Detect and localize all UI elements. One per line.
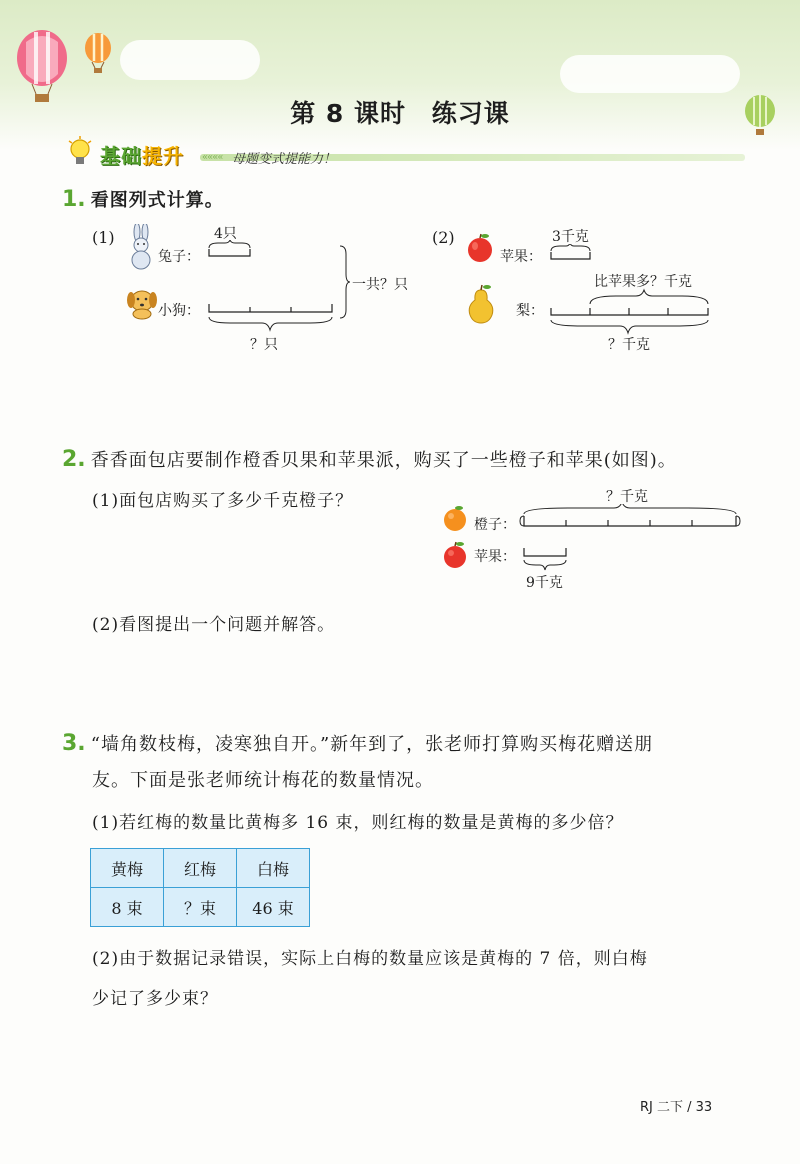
q2-sub1: (1)面包店购买了多少千克橙子？ <box>92 491 354 511</box>
q2-bar-diagram <box>518 504 744 574</box>
q1-part2-bar-diagram <box>546 244 716 340</box>
table-cell: 46 束 <box>237 888 310 927</box>
table-row <box>91 888 310 927</box>
table-header-cell: 白梅 <box>237 849 310 888</box>
light-bulb-icon <box>66 136 96 168</box>
apple-amount: 9千克 <box>526 575 563 591</box>
apple-label: 苹果： <box>474 549 516 565</box>
rabbit-icon <box>126 224 158 270</box>
pear-amount: ？千克 <box>608 337 650 353</box>
q1-part1-bar-diagram <box>200 240 350 340</box>
chevron-decoration: «««« <box>202 152 223 163</box>
q1-part1-label: (1) <box>92 228 115 247</box>
table-header-row <box>91 849 310 888</box>
q1-part2-label: (2) <box>432 228 455 247</box>
question-1 <box>62 186 224 212</box>
page-title <box>0 94 800 130</box>
apple-label: 苹果： <box>500 249 542 265</box>
q3-sub2-continued: 少记了多少束？ <box>92 989 218 1009</box>
question-text: 看图列式计算。 <box>90 190 224 211</box>
question-number: 1. <box>62 187 86 212</box>
table-cell: ？束 <box>164 888 237 927</box>
rabbit-amount: 4只 <box>214 226 237 242</box>
section-badge-part2: 提升 <box>142 144 184 168</box>
plum-table <box>90 848 310 927</box>
lesson-name: 练习课 <box>431 99 510 128</box>
question-text: “墙角数枝梅，凌寒独自开。”新年到了，张老师打算购买梅花赠送朋 <box>90 734 654 755</box>
q3-sub1: (1)若红梅的数量比黄梅多 16 束，则红梅的数量是黄梅的多少倍？ <box>92 813 624 833</box>
section-subtitle: 母题变式提能力！ <box>232 152 337 167</box>
table-cell: 8 束 <box>91 888 164 927</box>
rabbit-label: 兔子： <box>158 249 200 265</box>
q3-sub2: (2)由于数据记录错误，实际上白梅的数量应该是黄梅的 7 倍，则白梅 <box>92 949 648 969</box>
orange-icon <box>440 504 470 534</box>
question-text-continued: 友。下面是张老师统计梅花的数量情况。 <box>92 770 434 791</box>
apple-icon <box>464 232 496 264</box>
dog-amount: ？只 <box>250 337 278 353</box>
question-2 <box>62 446 677 472</box>
orange-label: 橙子： <box>474 517 516 533</box>
q2-sub2: (2)看图提出一个问题并解答。 <box>92 615 336 635</box>
more-label: 比苹果多？千克 <box>594 274 692 290</box>
apple-amount: 3千克 <box>552 229 589 245</box>
cloud-decoration <box>120 40 260 80</box>
table-header-cell: 红梅 <box>164 849 237 888</box>
question-number: 2. <box>62 447 86 472</box>
section-badge-part1: 基础 <box>100 144 142 168</box>
total-label: 一共？只 <box>352 277 408 293</box>
cloud-decoration <box>560 55 740 93</box>
orange-amount: ？千克 <box>606 489 648 505</box>
pear-label: 梨： <box>516 303 544 319</box>
section-badge <box>100 140 184 169</box>
question-text: 香香面包店要制作橙香贝果和苹果派，购买了一些橙子和苹果(如图)。 <box>90 450 677 471</box>
apple-icon <box>440 540 470 570</box>
lesson-number: 第 8 课时 <box>290 99 407 128</box>
question-3 <box>62 730 653 756</box>
dog-icon <box>124 284 160 320</box>
page-number: RJ 二下 / 33 <box>640 1100 713 1115</box>
pear-icon <box>464 284 498 324</box>
dog-label: 小狗： <box>158 303 200 319</box>
table-header-cell: 黄梅 <box>91 849 164 888</box>
question-number: 3. <box>62 731 86 756</box>
